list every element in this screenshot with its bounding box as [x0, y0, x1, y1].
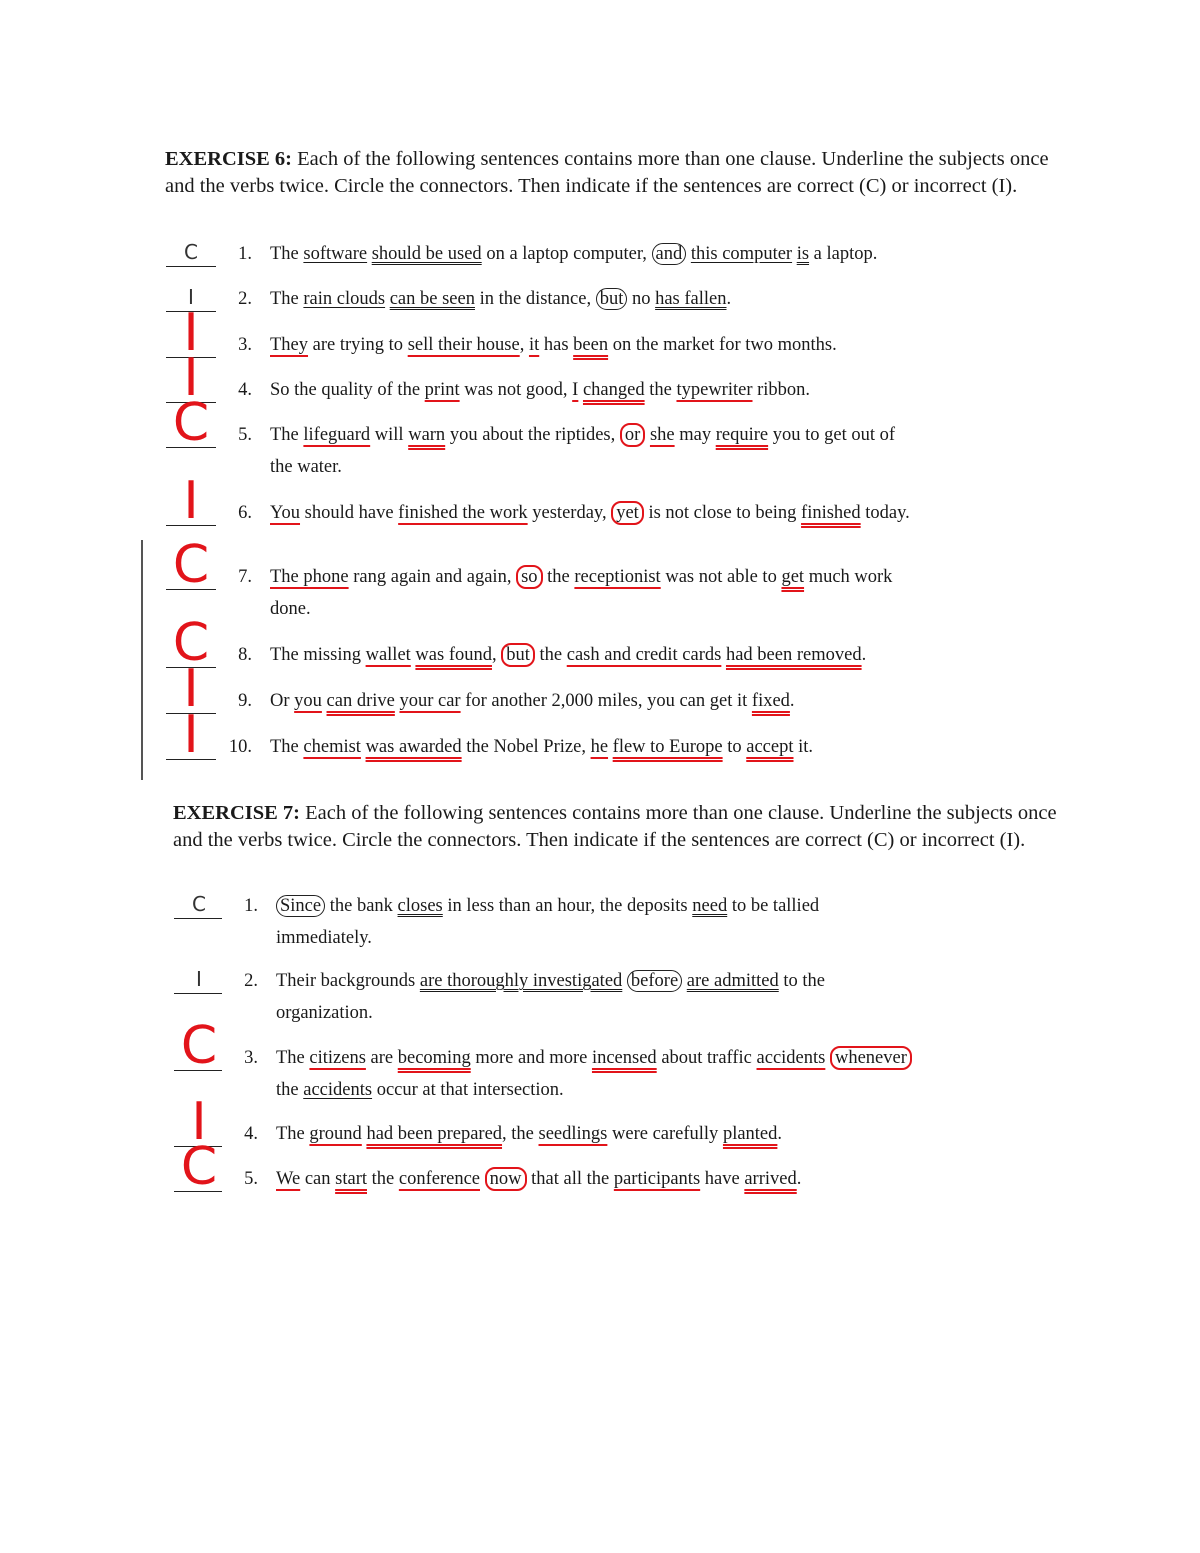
answer-mark: I	[183, 659, 199, 719]
sentence-continuation: organization.	[276, 1003, 373, 1023]
sentence	[276, 1042, 912, 1074]
marked-word: closes	[397, 896, 443, 916]
item-number: 6.	[238, 503, 252, 523]
item-number: 4.	[244, 1124, 258, 1144]
sentence-text: that all the	[526, 1169, 614, 1189]
marked-word: finished	[801, 503, 861, 523]
answer-blank[interactable]	[174, 993, 222, 994]
marked-word: lifeguard	[303, 425, 371, 445]
connector-word: but	[596, 288, 628, 310]
sentence-text: .	[777, 1124, 783, 1144]
sentence-continuation	[276, 1074, 564, 1106]
marked-word: sell their house	[407, 335, 520, 355]
sentence-text: yesterday,	[527, 503, 612, 523]
marked-word: had been prepared	[366, 1124, 503, 1144]
sentence	[270, 685, 795, 717]
marked-word: ground	[309, 1124, 362, 1144]
marked-word: accept	[746, 737, 794, 757]
sentence-text: The	[270, 244, 304, 264]
sentence	[270, 374, 810, 406]
marked-word: You	[270, 503, 301, 523]
sentence-text: is not close to being	[643, 503, 802, 523]
sentence-text: about traffic	[656, 1048, 757, 1068]
marked-word: need	[692, 896, 728, 916]
sentence	[270, 639, 866, 671]
marked-word: should be used	[371, 244, 482, 264]
sentence	[276, 1118, 782, 1150]
connector-word: yet	[611, 501, 644, 525]
marked-word: becoming	[397, 1048, 471, 1068]
connector-word: so	[516, 565, 542, 589]
exercise-6-instructions: Each of the following sentences contains more than one clause. Underline the subjects once and the verbs twice. Circle the connectors. Then indicate if the sentences are correct (C) or incorrect (I).	[165, 148, 1049, 197]
marked-word: he	[590, 737, 609, 757]
sentence-text: The	[276, 1048, 310, 1068]
connector-word: and	[652, 243, 687, 265]
sentence-continuation: done.	[270, 599, 311, 619]
sentence-continuation: the water.	[270, 457, 342, 477]
sentence	[276, 965, 825, 997]
marked-word: accidents	[756, 1048, 826, 1068]
marked-word: chemist	[303, 737, 361, 757]
marked-word: was found	[415, 645, 492, 665]
sentence-text: to be tallied	[727, 896, 820, 916]
exercise6-item-6	[0, 471, 1200, 531]
marked-word: this computer	[690, 244, 793, 264]
sentence-text: Their backgrounds	[276, 971, 420, 991]
marked-word: rain clouds	[303, 289, 386, 309]
exercise7-item-5	[0, 1137, 1200, 1197]
connector-word: Since	[276, 895, 325, 917]
marked-word: arrived	[744, 1169, 797, 1189]
marked-word: typewriter	[676, 380, 753, 400]
marked-word: wallet	[365, 645, 411, 665]
answer-mark: C	[180, 1016, 218, 1076]
sentence-text: .	[726, 289, 732, 309]
sentence-text: today.	[860, 503, 910, 523]
sentence-text: the	[534, 645, 567, 665]
sentence	[270, 561, 892, 593]
sentence-text: in the distance,	[474, 289, 596, 309]
sentence-text: should have	[300, 503, 399, 523]
marked-word: changed	[582, 380, 645, 400]
sentence	[270, 238, 877, 270]
marked-word: been	[573, 335, 609, 355]
exercise-7-heading	[173, 800, 1058, 854]
item-number: 1.	[238, 244, 252, 264]
exercise6-item-5	[0, 393, 1200, 477]
marked-word: has fallen	[655, 289, 727, 309]
answer-mark: I	[183, 471, 199, 531]
answer-mark: C	[172, 393, 210, 453]
marked-word: your car	[399, 691, 461, 711]
connector-word: but	[501, 643, 535, 667]
answer-mark: C	[192, 892, 206, 916]
sentence	[270, 283, 731, 315]
marked-word: conference	[398, 1169, 480, 1189]
marked-word: was awarded	[365, 737, 462, 757]
sentence-text: were carefully	[607, 1124, 723, 1144]
marked-word: seedlings	[538, 1124, 608, 1144]
marked-word: require	[715, 425, 769, 445]
item-number: 3.	[244, 1048, 258, 1068]
marked-word: flew to Europe	[612, 737, 723, 757]
sentence-text: ,	[519, 335, 529, 355]
item-number: 3.	[238, 335, 252, 355]
marked-word: warn	[408, 425, 446, 445]
item-number: 9.	[238, 691, 252, 711]
sentence-text: to the	[778, 971, 825, 991]
sentence-text: the	[367, 1169, 399, 1189]
sentence-text: on the market for two months.	[608, 335, 837, 355]
marked-word: finished the work	[398, 503, 528, 523]
marked-word: accidents	[303, 1080, 373, 1100]
answer-mark: I	[188, 285, 194, 309]
sentence	[270, 329, 837, 361]
marked-word: it	[528, 335, 540, 355]
marked-word: participants	[613, 1169, 701, 1189]
item-number: 5.	[238, 425, 252, 445]
sentence-continuation: immediately.	[276, 928, 372, 948]
sentence-text: was not good,	[459, 380, 573, 400]
marked-word: she	[649, 425, 675, 445]
sentence-text: was not able to	[660, 567, 782, 587]
sentence-text: Or	[270, 691, 295, 711]
item-number: 8.	[238, 645, 252, 665]
sentence-text: can	[300, 1169, 336, 1189]
answer-blank[interactable]	[166, 266, 216, 267]
sentence-text: much work	[804, 567, 893, 587]
marked-word: planted	[722, 1124, 778, 1144]
sentence-text: has	[539, 335, 574, 355]
answer-mark: C	[172, 613, 210, 673]
sentence-text: rang again and again,	[348, 567, 517, 587]
sentence	[276, 890, 819, 922]
marked-word: are admitted	[686, 971, 779, 991]
sentence-text: .	[861, 645, 867, 665]
sentence-text: are	[365, 1048, 398, 1068]
answer-mark: C	[184, 240, 198, 264]
marked-word: receptionist	[574, 567, 661, 587]
sentence-text: So the quality of the	[270, 380, 425, 400]
sentence-text: have	[700, 1169, 745, 1189]
sentence-text: will	[370, 425, 409, 445]
item-number: 2.	[238, 289, 252, 309]
marked-word: had been removed	[725, 645, 862, 665]
sentence-text: The missing	[270, 645, 366, 665]
sentence-text: the Nobel Prize,	[461, 737, 591, 757]
exercise6-item-7	[0, 535, 1200, 619]
sentence	[270, 419, 895, 451]
exercise-7-label: EXERCISE 7:	[173, 802, 301, 824]
marked-word: start	[335, 1169, 367, 1189]
sentence	[270, 731, 813, 763]
sentence-text: The	[270, 737, 304, 757]
connector-word: whenever	[830, 1046, 912, 1070]
connector-word: or	[620, 423, 645, 447]
answer-mark: C	[172, 535, 210, 595]
sentence-text: the	[644, 380, 677, 400]
marked-word: you	[294, 691, 322, 711]
sentence-text: .	[796, 1169, 802, 1189]
sentence-text: The	[270, 289, 304, 309]
item-number: 4.	[238, 380, 252, 400]
sentence-text: in less than an hour, the deposits	[442, 896, 693, 916]
sentence-text: a laptop.	[809, 244, 878, 264]
exercise-7-instructions: Each of the following sentences contains more than one clause. Underline the subjects once and the verbs twice. Circle the connectors. Then indicate if the sentences are correct (C) or incorrect (I).	[173, 802, 1057, 851]
exercise-6-label: EXERCISE 6:	[165, 148, 293, 170]
sentence-text: it.	[793, 737, 814, 757]
sentence-text: may	[674, 425, 716, 445]
sentence	[276, 1163, 801, 1195]
sentence-text: The	[270, 425, 304, 445]
marked-word: We	[276, 1169, 301, 1189]
sentence-text: on a laptop computer,	[481, 244, 652, 264]
marked-word: incensed	[591, 1048, 657, 1068]
marked-word: is	[796, 244, 810, 264]
answer-blank[interactable]	[174, 918, 222, 919]
sentence-text: ,	[491, 645, 502, 665]
answer-mark: I	[196, 967, 202, 991]
marked-word: The phone	[270, 567, 349, 587]
marked-word: cash and credit cards	[566, 645, 722, 665]
exercise6-item-10	[0, 705, 1200, 765]
item-number: 10.	[228, 737, 252, 757]
exercise-6-heading	[165, 146, 1050, 200]
marked-word: are thoroughly investigated	[419, 971, 623, 991]
sentence-text: ribbon.	[752, 380, 811, 400]
connector-word: now	[485, 1167, 527, 1191]
exercise7-item-2	[0, 965, 1200, 1023]
answer-mark: I	[183, 348, 199, 408]
marked-word: They	[270, 335, 309, 355]
item-number: 1.	[244, 896, 258, 916]
sentence-text: are trying to	[308, 335, 408, 355]
answer-mark: I	[191, 1092, 207, 1152]
connector-word: before	[627, 970, 682, 992]
sentence-text: the	[542, 567, 575, 587]
exercise7-item-3	[0, 1016, 1200, 1100]
sentence-text: you to get out of	[768, 425, 896, 445]
marked-word: get	[781, 567, 805, 587]
sentence-text: to	[722, 737, 747, 757]
marked-word: print	[424, 380, 460, 400]
sentence-text: .	[789, 691, 795, 711]
item-number: 2.	[244, 971, 258, 991]
exercise6-item-1	[0, 238, 1200, 268]
marked-word: citizens	[309, 1048, 366, 1068]
sentence-text: no	[627, 289, 656, 309]
item-number: 7.	[238, 567, 252, 587]
sentence-text: the bank	[325, 896, 398, 916]
answer-mark: I	[183, 303, 199, 363]
marked-word: software	[303, 244, 368, 264]
sentence-text	[480, 1169, 485, 1189]
answer-mark: C	[180, 1137, 218, 1197]
sentence-text: for another 2,000 miles, you can get it	[460, 691, 752, 711]
sentence-text: occur at that intersection.	[372, 1080, 564, 1100]
sentence-text: you about the riptides,	[445, 425, 620, 445]
marked-word: I	[572, 380, 579, 400]
sentence-text: The	[276, 1124, 310, 1144]
marked-word: can drive	[326, 691, 395, 711]
sentence-text: more and more	[470, 1048, 592, 1068]
exercise7-item-1	[0, 890, 1200, 948]
marked-word: fixed	[751, 691, 790, 711]
sentence-text: the	[276, 1080, 304, 1100]
item-number: 5.	[244, 1169, 258, 1189]
marked-word: can be seen	[389, 289, 475, 309]
sentence	[270, 497, 910, 529]
answer-mark: I	[183, 705, 199, 765]
sentence-text: , the	[502, 1124, 539, 1144]
